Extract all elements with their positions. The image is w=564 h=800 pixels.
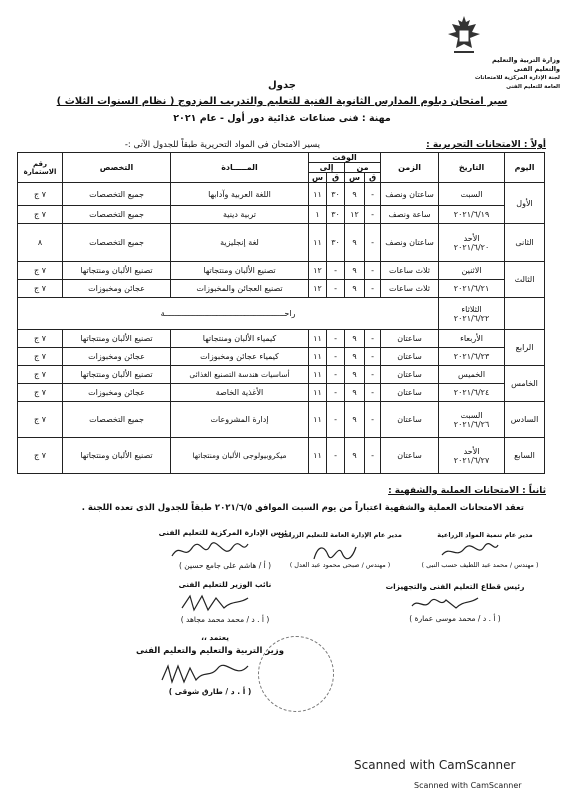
- subject-cell: لغة إنجليزية: [171, 224, 309, 262]
- to-s-cell: ١١: [309, 330, 327, 348]
- table-row: [18, 262, 545, 280]
- eagle-emblem-icon: [446, 14, 482, 58]
- day-cell: الثانى: [505, 224, 545, 262]
- from-s-cell: ٩: [345, 402, 365, 438]
- header-form-no: رقم الاستمارة: [18, 153, 63, 183]
- header-subject: المـــــادة: [171, 153, 309, 183]
- form-cell: ٧ ج: [18, 330, 63, 348]
- from-q-cell: -: [365, 438, 381, 474]
- date-day-cell: السبت: [439, 183, 505, 206]
- specialty-cell: تصنيع الألبان ومنتجاتها: [63, 330, 171, 348]
- signature-4-name: ( أ . د / محمد محمد مجاهد ): [180, 615, 270, 624]
- form-cell: ٧ ج: [18, 384, 63, 402]
- form-cell: ٧ ج: [18, 206, 63, 224]
- form-cell: ٧ ج: [18, 366, 63, 384]
- ministry-line-2: لجنة الإدارة المركزية للامتحانات العامة للتعليم الفنى: [474, 75, 560, 90]
- from-s-cell: ٩: [345, 330, 365, 348]
- specialty-cell: جميع التخصصات: [63, 402, 171, 438]
- signature-6-name: ( أ . د / طارق شوقى ): [168, 687, 252, 696]
- from-q-cell: -: [365, 366, 381, 384]
- to-s-cell: ١١: [309, 183, 327, 206]
- from-s-cell: ٩: [345, 224, 365, 262]
- header-from: من: [345, 163, 381, 173]
- table-row: [18, 280, 545, 298]
- to-q-cell: -: [327, 402, 345, 438]
- table-row: [18, 183, 545, 206]
- date-text: ٢٠٢١/٦/٢٦: [453, 419, 490, 429]
- table-row: [18, 366, 545, 384]
- date-cell: [439, 438, 505, 474]
- to-s-cell: ١١: [309, 384, 327, 402]
- header-day: اليوم: [505, 153, 545, 183]
- from-q-cell: -: [365, 280, 381, 298]
- doc-title: سير امتحان دبلوم المدارس الثانوية الفنية للتعليم والتدريب المزدوج ( نظام السنوات الثلاث ): [56, 96, 508, 107]
- signature-2-title: مدير عام الإدارة العامة للتعليم الزراعى: [278, 531, 402, 539]
- from-q-cell: -: [365, 183, 381, 206]
- subject-cell: الأغذية الخاصة: [171, 384, 309, 402]
- table-row: [18, 348, 545, 366]
- signature-1-title: رئيس الإدارة المركزية للتعليم الفنى: [158, 528, 292, 537]
- from-q-cell: -: [365, 330, 381, 348]
- day-cell: الأول: [505, 183, 545, 224]
- header-date: التاريخ: [439, 153, 505, 183]
- subject-cell: إدارة المشروعات: [171, 402, 309, 438]
- to-s-cell: ١: [309, 206, 327, 224]
- date-day-text: الأحد: [463, 233, 480, 243]
- table-row: [18, 402, 545, 438]
- duration-cell: ثلاث ساعات: [381, 262, 439, 280]
- from-s-cell: ١٢: [345, 206, 365, 224]
- specialty-cell: جميع التخصصات: [63, 224, 171, 262]
- to-s-cell: ١٢: [309, 262, 327, 280]
- duration-cell: ساعتان ونصف: [381, 224, 439, 262]
- to-q-cell: ٣٠: [327, 224, 345, 262]
- date-day-cell: الخميس: [439, 366, 505, 384]
- subject-cell: كيمياء الألبان ومنتجاتها: [171, 330, 309, 348]
- to-q-cell: -: [327, 330, 345, 348]
- from-q-cell: -: [365, 262, 381, 280]
- from-s-cell: ٩: [345, 438, 365, 474]
- ministry-line-1: وزارة التربية والتعليم والتعليم الفنى: [492, 56, 560, 73]
- doc-subtitle: مهنة : فنى صناعات غذائية دور أول - عام ٢٠٢١: [173, 113, 391, 124]
- date-day-text: الأحد: [463, 446, 480, 456]
- form-cell: ٧ ج: [18, 438, 63, 474]
- to-q-cell: -: [327, 280, 345, 298]
- from-s-cell: ٩: [345, 348, 365, 366]
- date-text: ٢٠٢١/٦/٢٧: [453, 455, 490, 465]
- day-cell: السابع: [505, 438, 545, 474]
- to-q-cell: -: [327, 262, 345, 280]
- header-duration: الزمن: [381, 153, 439, 183]
- specialty-cell: تصنيع الألبان ومنتجاتها: [63, 262, 171, 280]
- subject-cell: تصنيع العجائن والمخبوزات: [171, 280, 309, 298]
- form-cell: ٧ ج: [18, 280, 63, 298]
- duration-cell: ساعتان: [381, 348, 439, 366]
- from-s-cell: ٩: [345, 280, 365, 298]
- signature-6-title: وزير التربية والتعليم والتعليم الفنى: [136, 646, 284, 656]
- table-row: [18, 206, 545, 224]
- duration-cell: ساعتان: [381, 366, 439, 384]
- header-to-q: ق: [327, 173, 345, 183]
- to-q-cell: -: [327, 384, 345, 402]
- rest-label: راحـــــــــــــــــــــــــــــــــــــــــــــــــــة: [18, 298, 439, 330]
- signature-3-name: ( مهندس / محمد عبد اللطيف حسب النبى ): [421, 561, 539, 569]
- to-s-cell: ١١: [309, 402, 327, 438]
- from-s-cell: ٩: [345, 262, 365, 280]
- subject-cell: أساسيات هندسة التصنيع الغذائى: [171, 366, 309, 384]
- date-day-text: السبت: [460, 410, 483, 420]
- form-cell: ٨: [18, 224, 63, 262]
- from-q-cell: -: [365, 224, 381, 262]
- specialty-cell: تصنيع الألبان ومنتجاتها: [63, 366, 171, 384]
- specialty-cell: جميع التخصصات: [63, 183, 171, 206]
- section2-heading: ثانياً : الامتحانات العملية والشفهية :: [388, 486, 546, 496]
- signature-1-scribble: [170, 540, 250, 562]
- signature-4-scribble: [180, 592, 250, 614]
- subject-cell: تربية دينية: [171, 206, 309, 224]
- date-text: ٢٠٢١/٦/٢٢: [453, 313, 490, 323]
- to-q-cell: ٣٠: [327, 206, 345, 224]
- duration-cell: ساعتان: [381, 330, 439, 348]
- signature-5-scribble: [410, 594, 480, 614]
- specialty-cell: عجائن ومخبوزات: [63, 280, 171, 298]
- signature-6-scribble: [160, 660, 250, 686]
- section1-note: يسير الامتحان فى المواد التحريرية طبقاً للجدول الآتى :-: [124, 140, 320, 150]
- form-cell: ٧ ج: [18, 262, 63, 280]
- date-cell: ٢٠٢١/٦/٢٤: [439, 384, 505, 402]
- from-q-cell: -: [365, 384, 381, 402]
- to-q-cell: ٣٠: [327, 183, 345, 206]
- signature-2-name: ( مهندس / صبحى محمود عبد العدل ): [289, 561, 391, 569]
- table-row: [18, 330, 545, 348]
- duration-cell: ساعتان ونصف: [381, 183, 439, 206]
- date-day-cell: الاثنين: [439, 262, 505, 280]
- header-time: الوقت: [309, 153, 381, 163]
- rest-day-row: [18, 298, 545, 330]
- official-stamp: [258, 636, 334, 712]
- signature-5-name: ( أ . د / محمد موسى عمارة ): [409, 614, 501, 623]
- section2-note: تعقد الامتحانات العملية والشفهية اعتباراً من يوم السبت الموافق ٢٠٢١/٦/٥ طبقاً للجدول الذى تعده اللجنة .: [81, 503, 524, 513]
- form-cell: ٧ ج: [18, 183, 63, 206]
- to-s-cell: ١١: [309, 438, 327, 474]
- to-s-cell: ١٢: [309, 280, 327, 298]
- from-s-cell: ٩: [345, 384, 365, 402]
- camscanner-watermark-small: Scanned with CamScanner: [414, 781, 522, 790]
- day-cell: [505, 298, 545, 330]
- to-q-cell: -: [327, 348, 345, 366]
- date-day-text: الثلاثاء: [461, 304, 482, 314]
- to-s-cell: ١١: [309, 348, 327, 366]
- signature-3-title: مدير عام تنمية المواد الزراعية: [437, 531, 533, 539]
- duration-cell: ثلاث ساعات: [381, 280, 439, 298]
- subject-cell: ميكروبيولوجى الألبان ومنتجاتها: [171, 438, 309, 474]
- to-q-cell: -: [327, 438, 345, 474]
- to-s-cell: ١١: [309, 366, 327, 384]
- duration-cell: ساعة ونصف: [381, 206, 439, 224]
- specialty-cell: عجائن ومخبوزات: [63, 348, 171, 366]
- doc-label: جدول: [268, 80, 296, 91]
- duration-cell: ساعتان: [381, 438, 439, 474]
- signature-5-title: رئيس قطاع التعليم الفنى والتجهيزات: [385, 582, 525, 591]
- header-from-q: ق: [365, 173, 381, 183]
- from-q-cell: -: [365, 402, 381, 438]
- day-cell: الخامس: [505, 366, 545, 402]
- signature-4-title: نائب الوزير للتعليم الفنى: [178, 580, 272, 589]
- header-specialty: التخصص: [63, 153, 171, 183]
- from-q-cell: -: [365, 348, 381, 366]
- date-cell: ٢٠٢١/٦/٢١: [439, 280, 505, 298]
- table-row: [18, 438, 545, 474]
- exam-schedule-table: [17, 152, 545, 474]
- from-q-cell: -: [365, 206, 381, 224]
- day-cell: الثالث: [505, 262, 545, 298]
- subject-cell: كيمياء عجائن ومخبوزات: [171, 348, 309, 366]
- duration-cell: ساعتان: [381, 402, 439, 438]
- from-s-cell: ٩: [345, 366, 365, 384]
- signature-2-scribble: [310, 541, 360, 563]
- subject-cell: اللغة العربية وآدابها: [171, 183, 309, 206]
- to-s-cell: ١١: [309, 224, 327, 262]
- specialty-cell: عجائن ومخبوزات: [63, 384, 171, 402]
- duration-cell: ساعتان: [381, 384, 439, 402]
- signature-1-name: ( أ / هاشم على جامع حسين ): [178, 561, 272, 570]
- date-cell: [439, 402, 505, 438]
- header-from-s: س: [345, 173, 365, 183]
- form-cell: ٧ ج: [18, 348, 63, 366]
- date-cell: ٢٠٢١/٦/٢٣: [439, 348, 505, 366]
- approval-label: يعتمد ،،: [201, 633, 229, 642]
- date-cell: [439, 224, 505, 262]
- day-cell: الرابع: [505, 330, 545, 366]
- date-cell: [439, 298, 505, 330]
- table-row: [18, 384, 545, 402]
- subject-cell: تصنيع الألبان ومنتجاتها: [171, 262, 309, 280]
- form-cell: ٧ ج: [18, 402, 63, 438]
- date-cell: ٢٠٢١/٦/١٩: [439, 206, 505, 224]
- day-cell: السادس: [505, 402, 545, 438]
- section1-heading: أولاً : الامتحانات التحريرية :: [426, 140, 546, 150]
- specialty-cell: تصنيع الألبان ومنتجاتها: [63, 438, 171, 474]
- date-text: ٢٠٢١/٦/٢٠: [453, 242, 490, 252]
- from-s-cell: ٩: [345, 183, 365, 206]
- camscanner-watermark: Scanned with CamScanner: [354, 758, 516, 772]
- header-to: إلى: [309, 163, 345, 173]
- header-to-s: س: [309, 173, 327, 183]
- table-row: [18, 224, 545, 262]
- specialty-cell: جميع التخصصات: [63, 206, 171, 224]
- date-day-cell: الأربعاء: [439, 330, 505, 348]
- signature-3-scribble: [440, 541, 500, 561]
- to-q-cell: -: [327, 366, 345, 384]
